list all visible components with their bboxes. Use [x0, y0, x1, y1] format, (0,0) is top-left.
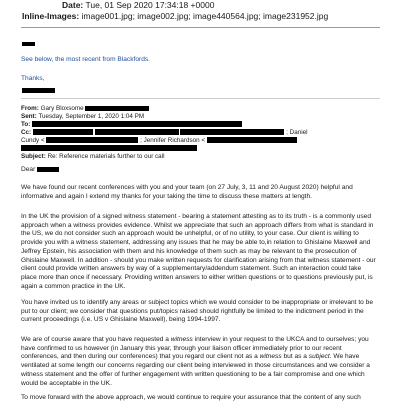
sent-value: Tuesday, September 1, 2020 1:04 PM [38, 113, 145, 120]
subject-label: Subject: [21, 153, 46, 160]
body-paragraph-4 [21, 336, 378, 388]
redaction-block [22, 42, 35, 46]
salutation-row [21, 166, 378, 175]
to-label: To: [21, 121, 31, 128]
cc-row-continued [21, 137, 378, 145]
cc-label: Cc: [21, 129, 32, 136]
body-paragraph-2: In the UK the provision of a signed witness statement - bearing a statement attesting as to its truth - is a commonly used approach when a witness provides evidence. Whilst we appreciate that such an approach differs from what is standard in the US, we do not consider such an approach would be unhelpful, or of no utility, to your case. Our client is willing to provide you with a witness statement, addressing any issues that he may be able to,in relation to Ghislaine Maxwell and Jeffrey Epstein, his association with them and his knowledge of them such as may be relevant to the prosecution of Ghislaine Maxwell. In addition - should you make written requests for clarification arising from that witness statement - our client could provide written answers by way of a supplementary/addendum statement. Such an interaction could take place more than once if necessary. Providing written answers to either written questions or to questions previously put, is again a common practice in the UK. [21, 213, 376, 290]
salutation: Dear [21, 166, 36, 173]
redaction-block [37, 167, 59, 172]
header-divider [21, 27, 380, 28]
p4-text: . We have ventilated at some length our concerns regarding our client being interviewed in those circumstances and we consider a witness statement and the offer of further engagement with written questioning to be a fair compromise and one which would be acceptable in the UK. [21, 353, 370, 387]
cc-fragment: ; Daniel [286, 129, 308, 136]
date-label: Date: [62, 0, 84, 10]
cc-row-continued [21, 145, 378, 153]
p4-emphasis: witness [259, 353, 282, 361]
redaction-block [21, 145, 197, 151]
from-value: Gary Bloxsome [40, 105, 84, 112]
to-row [21, 121, 378, 129]
redaction-block [32, 121, 242, 127]
redaction-block [180, 129, 284, 135]
p4-text: but as a [281, 353, 309, 361]
intro-line: See below, the most recent from Blackfords. [21, 56, 151, 63]
redaction-block [95, 129, 179, 135]
p4-text: We are of course aware that you have requested a [21, 336, 171, 343]
inline-images-value: image001.jpg; image002.jpg; image440564.jpg; image231952.jpg [81, 11, 329, 21]
p4-text: interview in your request to the UKCA and to ourselves; you have confirmed to us however (in January this year, through your liaison officer immediately prior to our recent conferences, and then during our conferences) that you regard our client not as a [21, 336, 369, 361]
redaction-block [207, 137, 297, 143]
sent-label: Sent: [21, 113, 37, 120]
subject-value: Re: Reference materials further to our call [47, 153, 165, 160]
forward-divider [21, 98, 380, 99]
from-row [21, 105, 378, 113]
redaction-block [46, 137, 138, 143]
p4-emphasis: witness [170, 336, 193, 343]
body-paragraph-5: To move forward with the above approach, we would continue to require your assurance that the content of any such [21, 394, 361, 401]
redaction-block [22, 88, 55, 93]
thanks-line: Thanks, [21, 75, 45, 82]
cc-row [21, 129, 378, 137]
inline-images-label: Inline-Images: [22, 11, 80, 21]
body-paragraph-3: You have invited us to identify any areas or subject topics which we would consider to be inappropriate or irrelevant to be put to our client; we consider that questions put/topics raised should rightfully be limited to the indictment period in the current proceedings (i.e. US v Ghislaine Maxwell), being 1994-1997. [21, 299, 373, 324]
cc-fragment: ; Jennifer Richardson < [140, 137, 206, 144]
from-label: From: [21, 105, 39, 112]
date-header [62, 0, 214, 10]
date-value: Tue, 01 Sep 2020 17:34:18 +0000 [85, 0, 215, 10]
p4-emphasis: subject [308, 353, 330, 361]
sent-row [21, 113, 378, 121]
redaction-block [85, 106, 149, 111]
inline-images-header [22, 11, 328, 21]
subject-row [21, 153, 378, 161]
forwarded-header [21, 105, 378, 161]
cc-fragment: Cundy < [21, 137, 45, 144]
body-paragraph-1: We have found our recent conferences with you and your team (on 27 July, 3, 11 and 20 August 2020) helpful and informative and again I extend my thanks for your taking the time to discuss these matters at length. [21, 184, 353, 200]
redaction-block [33, 129, 93, 135]
